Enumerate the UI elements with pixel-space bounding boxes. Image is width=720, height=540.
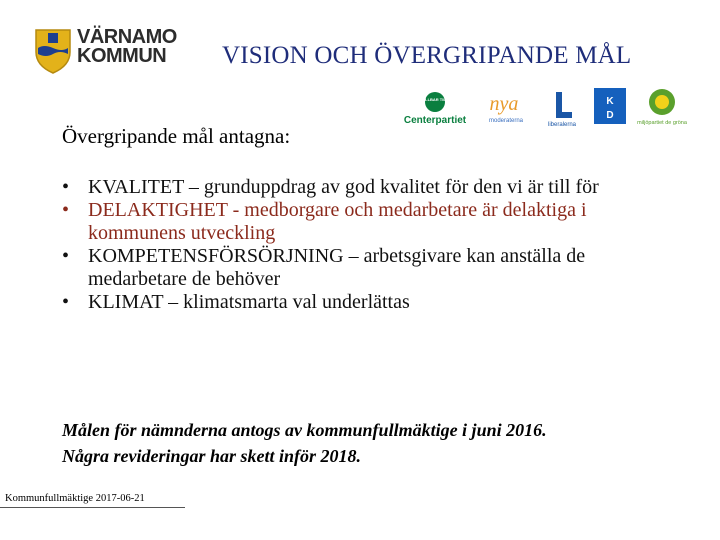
logo-line1: VÄRNAMO xyxy=(77,26,177,48)
shield-icon xyxy=(34,28,72,74)
bullet-marker: • xyxy=(62,176,70,198)
centerpartiet-logo xyxy=(400,90,470,130)
svg-text:HÅLLBAR TILLV: HÅLLBAR TILLV xyxy=(419,97,451,102)
liberalerna-logo xyxy=(538,88,584,128)
dandelion-icon xyxy=(634,86,690,132)
svg-text:nya: nya xyxy=(489,93,519,115)
bullet-marker: • xyxy=(62,199,70,221)
clover-icon xyxy=(400,90,470,130)
goal-item-delaktighet xyxy=(62,199,662,245)
subtitle: Övergripande mål antagna: xyxy=(62,124,291,148)
goal-item-klimat xyxy=(62,291,662,314)
miljopartiet-logo xyxy=(634,86,690,132)
note-line1: Målen för nämnderna antogs av kommunfullmäktige i juni 2016. xyxy=(62,420,547,440)
goal-text: KOMPETENSFÖRSÖRJNING – arbetsgivare kan anställa de medarbetare de behöver xyxy=(88,245,586,290)
svg-text:moderaterna: moderaterna xyxy=(488,118,524,124)
goal-item-kvalitet xyxy=(62,176,662,199)
varnamo-kommun-logo xyxy=(34,28,184,78)
svg-text:miljöpartiet de gröna: miljöpartiet de gröna xyxy=(637,120,687,126)
bullet-marker: • xyxy=(62,291,70,313)
goal-text: KLIMAT – klimatsmarta val underlättas xyxy=(88,291,410,313)
logo-line2: KOMMUN xyxy=(77,45,167,67)
page-title: VISION OCH ÖVERGRIPANDE MÅL xyxy=(222,42,632,69)
note-line2: Några revideringar har skett inför 2018. xyxy=(62,446,362,466)
svg-text:D: D xyxy=(606,110,614,121)
goal-list xyxy=(62,176,662,314)
footer-date: Kommunfullmäktige 2017-06-21 xyxy=(5,493,145,504)
kd-logo xyxy=(590,86,630,126)
svg-text:liberalerna: liberalerna xyxy=(547,122,577,128)
goal-item-kompetens xyxy=(62,245,662,291)
goal-text: DELAKTIGHET - medborgare och medarbetare är delaktiga i kommunens utveckling xyxy=(88,199,587,244)
bullet-marker: • xyxy=(62,245,70,267)
svg-text:Centerpartiet: Centerpartiet xyxy=(403,115,467,126)
svg-text:K: K xyxy=(606,96,614,107)
moderaterna-logo xyxy=(478,88,534,128)
goal-text: KVALITET – grunduppdrag av god kvalitet för den vi är till för xyxy=(88,176,599,198)
footer-divider xyxy=(0,507,185,508)
note xyxy=(62,417,547,469)
logo-text xyxy=(77,28,177,66)
party-logos xyxy=(400,86,700,136)
